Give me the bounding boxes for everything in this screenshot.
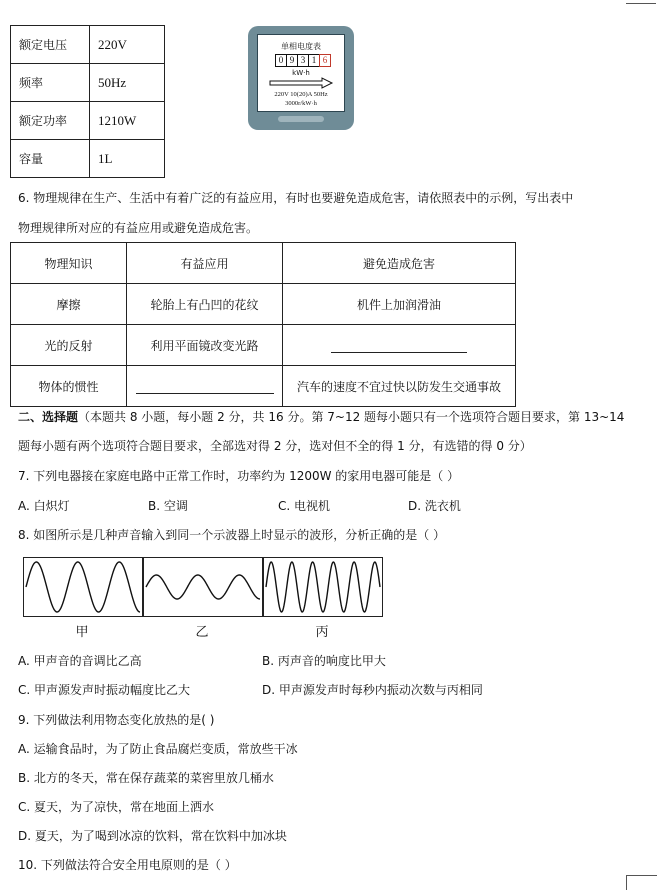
spec-label: 频率 (11, 64, 90, 102)
row-knowledge: 物体的惯性 (11, 366, 127, 407)
row-avoid-blank[interactable] (283, 325, 516, 366)
q7-option-a[interactable]: A. 白炽灯 (18, 499, 70, 513)
answer-blank[interactable] (136, 379, 274, 394)
section2-line1 (18, 408, 624, 425)
waveform-jia-curve (26, 562, 140, 612)
q6-text-line2: 物理规律所对应的有益应用或避免造成危害。 (18, 221, 259, 235)
q9-option-b[interactable]: B. 北方的冬天，常在保存蔬菜的菜窖里放几桶水 (18, 771, 274, 785)
spec-row (11, 26, 165, 64)
corner-mark-top-right (626, 0, 656, 4)
spec-row (11, 140, 165, 178)
waveform-yi-curve (146, 575, 260, 599)
q6-law-table (10, 242, 516, 407)
row-knowledge: 摩擦 (11, 284, 127, 325)
table-row (11, 366, 516, 407)
meter-digit: 9 (286, 54, 298, 67)
section2-heading: 二、选择题 (18, 410, 79, 424)
meter-unit: kW·h (292, 69, 310, 77)
row-avoid: 机件上加润滑油 (283, 284, 516, 325)
spec-value: 50Hz (90, 64, 165, 102)
q9-option-d[interactable]: D. 夏天，为了喝到冰凉的饮料，常在饮料中加冰块 (18, 829, 287, 843)
spec-value: 220V (90, 26, 165, 64)
q8-option-c[interactable]: C. 甲声源发声时振动幅度比乙大 (18, 683, 191, 697)
q8-option-b[interactable]: B. 丙声音的响度比甲大 (262, 654, 386, 668)
waveform-jia (23, 557, 143, 617)
spec-row (11, 64, 165, 102)
spec-table (10, 25, 165, 178)
meter-rev-line: 3000r/kW·h (285, 100, 317, 107)
table-row (11, 284, 516, 325)
q7-option-d[interactable]: D. 洗衣机 (408, 499, 461, 513)
meter-digit: 3 (297, 54, 309, 67)
q9-option-a[interactable]: A. 运输食品时，为了防止食品腐烂变质，常放些干冰 (18, 742, 298, 756)
meter-arrow-icon (268, 77, 334, 89)
answer-blank[interactable] (331, 338, 467, 353)
header-knowledge: 物理知识 (11, 243, 127, 284)
q7-stem: 7. 下列电器接在家庭电路中正常工作时，功率约为 1200W 的家用电器可能是（ ） (18, 469, 460, 483)
meter-title: 单相电度表 (281, 42, 321, 51)
meter-digit: 6 (319, 54, 331, 67)
spec-value: 1210W (90, 102, 165, 140)
corner-mark-bottom-right (626, 875, 657, 890)
row-benefit-blank[interactable] (127, 366, 283, 407)
waveform-bing (263, 557, 383, 617)
waveform-label-jia: 甲 (75, 625, 89, 640)
q8-option-a[interactable]: A. 甲声音的音调比乙高 (18, 654, 142, 668)
waveform-label-bing: 丙 (315, 625, 329, 640)
q9-stem: 9. 下列做法利用物态变化放热的是( ) (18, 713, 215, 727)
spec-label: 容量 (11, 140, 90, 178)
electricity-meter (248, 26, 354, 130)
table-row (11, 325, 516, 366)
waveform-label-yi: 乙 (195, 625, 209, 640)
section2-line2: 题每小题有两个选项符合题目要求，全部选对得 2 分，选对但不全的得 1 分，有选错的得 0 分） (18, 439, 532, 453)
spec-label: 额定电压 (11, 26, 90, 64)
header-benefit: 有益应用 (127, 243, 283, 284)
spec-row (11, 102, 165, 140)
meter-digits (275, 54, 330, 66)
q8-stem: 8. 如图所示是几种声音输入到同一个示波器上时显示的波形，分析正确的是（ ） (18, 528, 446, 542)
row-benefit: 利用平面镜改变光路 (127, 325, 283, 366)
spec-value: 1L (90, 140, 165, 178)
row-avoid: 汽车的速度不宜过快以防发生交通事故 (283, 366, 516, 407)
meter-base (278, 116, 324, 122)
waveform-bing-curve (266, 562, 380, 612)
meter-digit: 0 (275, 54, 287, 67)
q8-option-d[interactable]: D. 甲声源发声时每秒内振动次数与丙相同 (262, 683, 483, 697)
meter-digit: 1 (308, 54, 320, 67)
row-benefit: 轮胎上有凸凹的花纹 (127, 284, 283, 325)
row-knowledge: 光的反射 (11, 325, 127, 366)
meter-spec-line: 220V 10(20)A 50Hz (274, 91, 328, 98)
q6-text-line1: 6. 物理规律在生产、生活中有着广泛的有益应用，有时也要避免造成危害，请依照表中的示例，写出表中 (18, 191, 574, 205)
q6-table-header-row (11, 243, 516, 284)
section2-instructions: （本题共 8 小题，每小题 2 分，共 16 分。第 7~12 题每小题只有一个选项符合题目要求，第 13~14 (78, 410, 625, 424)
spec-label: 额定功率 (11, 102, 90, 140)
q10-stem: 10. 下列做法符合安全用电原则的是（ ） (18, 858, 237, 872)
q7-option-c[interactable]: C. 电视机 (278, 499, 331, 513)
q9-option-c[interactable]: C. 夏天，为了凉快，常在地面上洒水 (18, 800, 215, 814)
waveform-yi (143, 557, 263, 617)
q7-option-b[interactable]: B. 空调 (148, 499, 188, 513)
header-avoid: 避免造成危害 (283, 243, 516, 284)
